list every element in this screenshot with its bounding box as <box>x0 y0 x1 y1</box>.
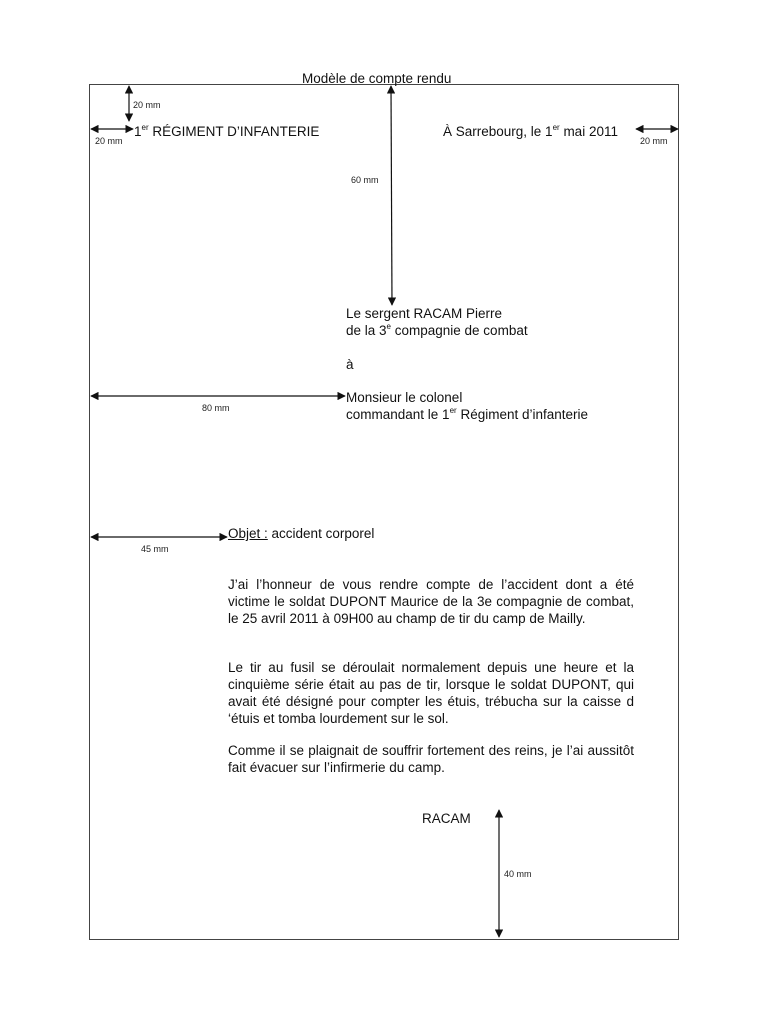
document-title: Modèle de compte rendu <box>302 71 452 86</box>
dim-label-body-indent: 45 mm <box>141 544 169 554</box>
dim-label-right-margin: 20 mm <box>640 136 668 146</box>
place-date-sup: er <box>552 122 560 132</box>
recipient-line-2-prefix: commandant le 1 <box>346 407 450 422</box>
place-date-suffix: mai 2011 <box>559 124 618 139</box>
dim-label-left-margin: 20 mm <box>95 136 123 146</box>
to-word: à <box>346 357 354 372</box>
body-paragraph-2: Le tir au fusil se déroulait normalement depuis une heure et la cinquième série était au pas de tir, lorsque le soldat DUPONT, qui avait été désigné pour compter les étuis, trébucha sur la caisse d ‘étuis et tomba lourdement sur le sol. <box>228 660 634 726</box>
body-paragraph-3: Comme il se plaignait de souffrir fortement des reins, je l’ai aussitôt fait évacuer sur l’infirmerie du camp. <box>228 743 634 775</box>
sender-line-2-suffix: compagnie de combat <box>391 323 528 338</box>
sender-line-1: Le sergent RACAM Pierre <box>346 306 503 321</box>
body-paragraph-1: J’ai l’honneur de vous rendre compte de l’accident dont a été victime le soldat DUPONT Maurice de la 3e compagnie de combat, le 25 avril 2011 à 09H00 au champ de tir du camp de Mailly. <box>228 577 634 626</box>
recipient-line-2-sup: er <box>449 405 457 415</box>
recipient-line-2-suffix: Régiment d’infanterie <box>456 407 589 422</box>
arrow-sender-drop <box>391 86 392 305</box>
unit-number: 1 <box>134 124 142 139</box>
subject-text: accident corporel <box>267 526 375 541</box>
subject-label: Objet : <box>228 526 268 541</box>
sender-line-2-prefix: de la 3 <box>346 323 387 338</box>
signature: RACAM <box>422 811 471 826</box>
recipient-line-1: Monsieur le colonel <box>346 390 463 405</box>
dim-label-bottom-margin: 40 mm <box>504 869 532 879</box>
dim-label-top-margin: 20 mm <box>133 100 161 110</box>
dim-label-recipient-indent: 80 mm <box>202 403 230 413</box>
unit-number-sup: er <box>141 122 149 132</box>
dim-label-sender-drop: 60 mm <box>351 175 379 185</box>
sender-line-2-sup: e <box>386 321 391 331</box>
place-date-prefix: À Sarrebourg, le 1 <box>443 124 553 139</box>
unit-name: RÉGIMENT D’INFANTERIE <box>148 124 320 139</box>
